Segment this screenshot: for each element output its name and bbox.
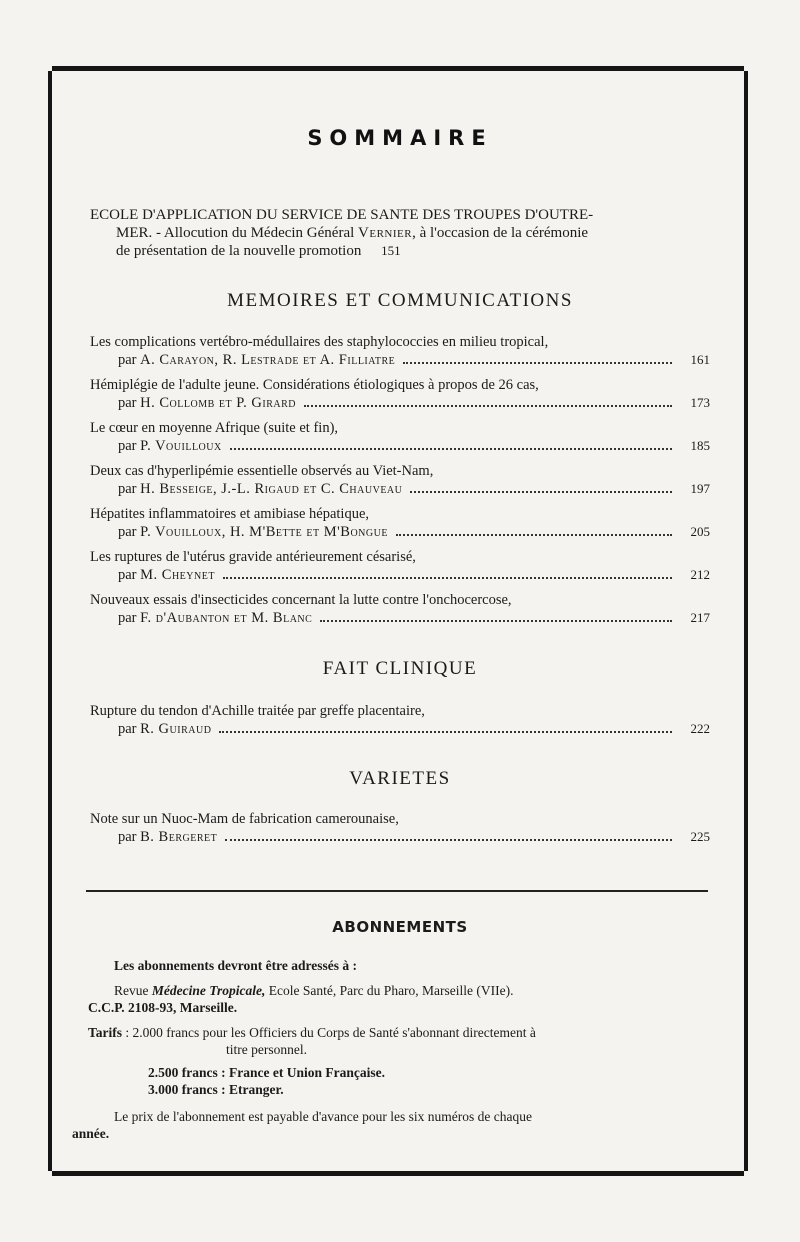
abonnements-body bbox=[72, 957, 708, 1142]
entry-authors: H. Collomb et P. Girard bbox=[140, 395, 297, 411]
toc-entry bbox=[90, 420, 710, 463]
dot-leader bbox=[223, 576, 672, 579]
entry-title: Hémiplégie de l'adulte jeune. Considérations étiologiques à propos de 26 cas, bbox=[90, 377, 539, 393]
page-number: 161 bbox=[690, 352, 710, 367]
entry-title: Les complications vertébro-médullaires des staphylococcies en milieu tropical, bbox=[90, 334, 549, 350]
entry-title: Le cœur en moyenne Afrique (suite et fin), bbox=[90, 420, 339, 436]
frame-right-border bbox=[744, 71, 748, 1171]
dot-leader bbox=[225, 838, 672, 841]
dot-leader bbox=[403, 361, 672, 364]
page-number: 185 bbox=[690, 438, 710, 453]
abon-prix: Le prix de l'abonnement est payable d'avance pour les six numéros de chaque bbox=[114, 1109, 532, 1124]
abon-intro: Les abonnements devront être adressés à : bbox=[114, 958, 357, 973]
entry-byline: par P. Vouilloux, H. M'Bette et M'Bongue 205 bbox=[118, 524, 710, 540]
entry-authors: H. Besseige, J.-L. Rigaud et C. Chauveau bbox=[140, 481, 403, 497]
dot-leader bbox=[219, 730, 672, 733]
toc-entry bbox=[90, 703, 710, 746]
dot-leader bbox=[230, 447, 672, 450]
page-number: 217 bbox=[690, 610, 710, 625]
toc-entry bbox=[90, 334, 710, 377]
entry-authors: A. Carayon, R. Lestrade et A. Filliatre bbox=[140, 352, 396, 368]
entry-byline: par H. Besseige, J.-L. Rigaud et C. Chauveau 197 bbox=[118, 481, 710, 497]
frame-left-border bbox=[48, 71, 52, 1171]
entry-byline: par P. Vouilloux 185 bbox=[118, 438, 710, 454]
fait-list bbox=[90, 703, 710, 746]
dot-leader bbox=[410, 490, 672, 493]
dot-leader bbox=[320, 619, 672, 622]
toc-entry bbox=[90, 463, 710, 506]
page-number: 151 bbox=[381, 243, 401, 258]
entry-title: Les ruptures de l'utérus gravide antérieurement césarisé, bbox=[90, 549, 416, 565]
memoires-list bbox=[90, 334, 710, 635]
entry-authors: R. Guiraud bbox=[140, 721, 212, 737]
toc-entry bbox=[90, 592, 710, 635]
heading-memoires: MEMOIRES ET COMMUNICATIONS bbox=[227, 290, 573, 311]
heading-varietes: VARIETES bbox=[349, 768, 451, 789]
divider bbox=[86, 890, 708, 892]
page-number: 197 bbox=[690, 481, 710, 496]
entry-title: Nouveaux essais d'insecticides concernant la lutte contre l'onchocercose, bbox=[90, 592, 512, 608]
entry-title: Rupture du tendon d'Achille traitée par greffe placentaire, bbox=[90, 703, 425, 719]
page-title: SOMMAIRE bbox=[307, 126, 493, 150]
entry-byline: par M. Cheynet 212 bbox=[118, 567, 710, 583]
entry-title: Hépatites inflammatoires et amibiase hépatique, bbox=[90, 506, 370, 522]
toc-entry bbox=[90, 811, 710, 854]
varietes-list bbox=[90, 811, 710, 854]
toc-entry bbox=[90, 506, 710, 549]
entry-authors: P. Vouilloux bbox=[140, 438, 222, 454]
heading-fait-clinique: FAIT CLINIQUE bbox=[322, 658, 478, 679]
entry-byline: par B. Bergeret 225 bbox=[118, 829, 710, 845]
toc-entry bbox=[90, 549, 710, 592]
abon-ccp: C.C.P. 2108-93, Marseille. bbox=[88, 1000, 238, 1015]
abon-revue: Revue Médecine Tropicale, Ecole Santé, Parc du Pharo, Marseille (VIIe). bbox=[114, 983, 514, 998]
abon-tarif1-cont: titre personnel. bbox=[226, 1042, 307, 1057]
page-number: 173 bbox=[690, 395, 710, 410]
page-number: 222 bbox=[690, 721, 710, 736]
abon-tarif2: 2.500 francs : France et Union Française. bbox=[148, 1065, 385, 1080]
entry-byline: par H. Collomb et P. Girard 173 bbox=[118, 395, 710, 411]
abon-tarif1: Tarifs : 2.000 francs pour les Officiers du Corps de Santé s'abonnant directement à bbox=[88, 1025, 536, 1040]
toc-entry bbox=[90, 377, 710, 420]
ecole-line3: de présentation de la nouvelle promotion 151 bbox=[116, 243, 401, 259]
entry-byline: par F. d'Aubanton et M. Blanc 217 bbox=[118, 610, 710, 626]
page-number: 205 bbox=[690, 524, 710, 539]
entry-authors: B. Bergeret bbox=[140, 829, 218, 845]
entry-byline: par R. Guiraud 222 bbox=[118, 721, 710, 737]
ecole-line1: ECOLE D'APPLICATION DU SERVICE DE SANTE DES TROUPES D'OUTRE- bbox=[90, 207, 594, 223]
abon-tarif3: 3.000 francs : Etranger. bbox=[148, 1082, 284, 1097]
page-number: 212 bbox=[690, 567, 710, 582]
dot-leader bbox=[396, 533, 672, 536]
dot-leader bbox=[304, 404, 672, 407]
ecole-line2: MER. - Allocution du Médecin Général Vernier, à l'occasion de la cérémonie bbox=[116, 225, 589, 241]
entry-title: Note sur un Nuoc-Mam de fabrication camerounaise, bbox=[90, 811, 399, 827]
page-number: 225 bbox=[690, 829, 710, 844]
abon-prix-cont: année. bbox=[72, 1126, 110, 1141]
entry-authors: P. Vouilloux, H. M'Bette et M'Bongue bbox=[140, 524, 388, 540]
heading-abonnements: ABONNEMENTS bbox=[332, 918, 468, 936]
entry-authors: F. d'Aubanton et M. Blanc bbox=[140, 610, 313, 626]
entry-byline: par A. Carayon, R. Lestrade et A. Filliatre 161 bbox=[118, 352, 710, 368]
entry-authors: M. Cheynet bbox=[140, 567, 215, 583]
entry-title: Deux cas d'hyperlipémie essentielle observés au Viet-Nam, bbox=[90, 463, 434, 479]
ecole-author: Vernier bbox=[358, 225, 413, 241]
ecole-entry bbox=[90, 206, 710, 260]
